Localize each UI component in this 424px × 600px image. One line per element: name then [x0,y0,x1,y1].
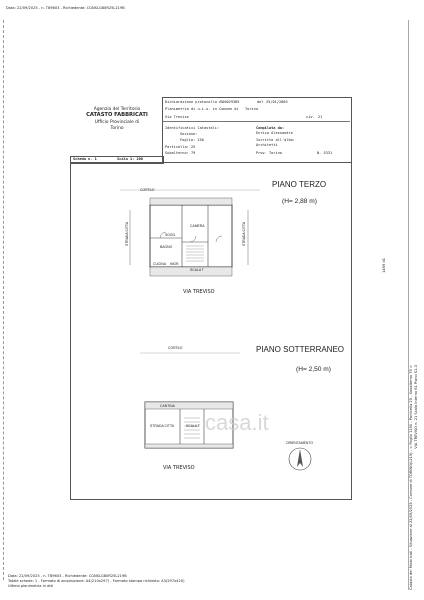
north-arrow-icon [286,445,314,473]
room-sogg: SOGG. [165,233,177,237]
compiled-name: Enrico Alessandro [256,131,293,135]
scheda-label: Scheda n. 1 [73,157,97,161]
bottom-plan-height: (H= 2,50 m) [296,366,331,373]
room-cucina: CUCINA [153,262,166,266]
bottom-street: VIA TREVISO [163,465,195,471]
bottom-cortile-label: CORTILE [168,346,183,350]
compiled-title: Compilata da: [256,126,285,130]
room-scala-top: SCALA T [190,268,204,272]
stamp-top: Data: 22/09/2025 - n. T89603 - Richiedente: CGNSLG80R25L219B [6,6,125,10]
right-margin-text-2: VIA TREVISO n. 21 Scala Interno 61 Piano S1-3 [414,365,418,449]
subalterno: Subalterno: 79 [165,151,196,155]
top-floor-plan-drawing [120,180,260,290]
top-plan-height: (H= 2,88 m) [282,198,317,205]
registered-value: Architetti [256,143,278,147]
bottom-floor-plan-drawing [120,340,260,460]
stamp-bottom-3: Ultima planimetria in atti [8,584,54,588]
agency-line3: Ufficio Provinciale di [94,120,140,125]
protocol-label: Dichiarazione protocollo n. [165,100,224,104]
id-title: Identificativi Catastali: [165,126,220,130]
top-cortile-label: CORTILE [140,188,155,192]
declaration-divider [162,121,350,122]
right-margin-text-1: Catasto dei Fabbricati - Situazione al 22/09/2025 - Comune di TORINO(L219) - < Foglio 1150 - Particella 25 - Subalterno 79 > [409,365,413,590]
room-strada-right: STRADA CITTA [242,222,246,247]
date-value: 25/01/2005 [266,100,288,104]
agency-line2: CATASTO FABBRICATI [86,112,148,118]
agency-line4: Torino [110,126,124,131]
civ-value: 21 [318,115,323,119]
room-bagno: BAGNO [160,245,173,249]
foglio: Foglio: 150 [180,138,204,142]
left-margin-line [3,20,4,580]
room-scala-bottom: SCALA T [186,424,200,428]
prov-label: Prov. Torino [256,151,282,155]
registered-title: Iscritto all'albo: [256,138,295,142]
protocol-value: TO0029385 [220,100,240,104]
room-strada-bottom: STRADA CITTA [150,424,175,428]
date-label: del [257,100,264,104]
plan-value: Torino [245,107,258,111]
bottom-plan-title: PIANO SOTTERRANEO [256,345,345,354]
particella: Particella: 25 [165,145,196,149]
room-camera: CAMERA [190,224,205,228]
room-ingr: INGR. [170,262,180,266]
stamp-bottom-2: Totale schede: 1 - Formato di acquisizione: A4(210x297) - Formato stampa richiesto: A3(297x420) [8,579,185,583]
north-label: ORIENTAMENTO [286,441,314,445]
top-plan-title: PIANO TERZO [272,180,327,189]
agency-line1: Agenzia del Territorio [93,107,141,112]
room-cantina: CANTINA [160,404,175,408]
top-street: VIA TREVISO [183,289,215,295]
sezione: Sezione: [180,132,198,136]
scheda-scale: Scala 1: 200 [117,157,143,161]
address: Via Treviso [165,115,189,119]
plan-label: Planimetria di u.i.u. in Comune di [165,107,239,111]
n-label: N. 5331 [317,151,333,155]
stamp-bottom-1: Data: 22/09/2025 - n. T89603 - Richiedente: CGNSLG80R25L219B [8,574,127,578]
civ-label: civ. [306,115,315,119]
room-strada-left: STRADA CITTA [125,222,129,247]
watermark-logo: casa.it [205,410,269,435]
right-margin-code: 1459 d1 [382,258,386,273]
